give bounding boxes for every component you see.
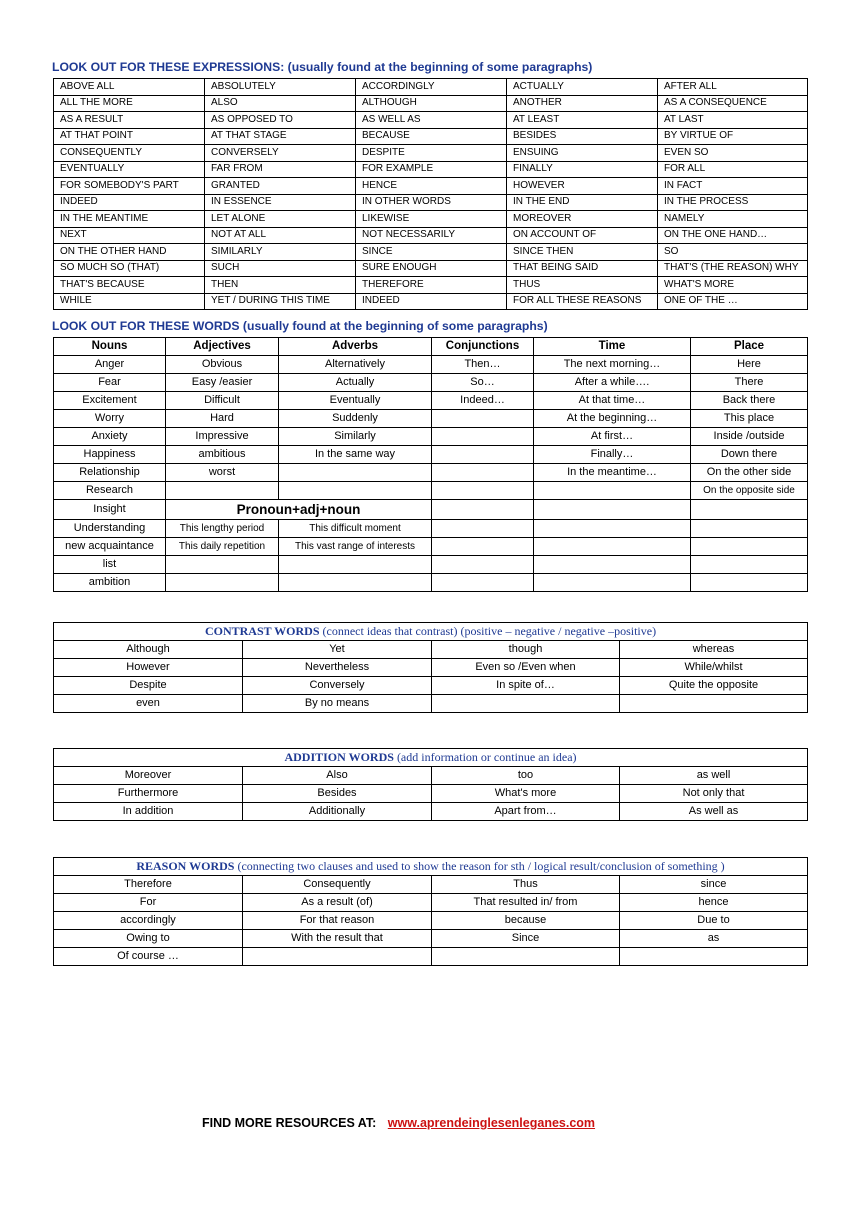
- addition-cell: Besides: [243, 785, 432, 803]
- column-header: Nouns: [54, 338, 166, 356]
- contrast-cell: Conversely: [243, 677, 432, 695]
- word-cell: Obvious: [166, 356, 279, 374]
- expression-cell: LIKEWISE: [356, 211, 507, 228]
- expression-cell: WHAT'S MORE: [658, 277, 808, 294]
- empty-cell: [534, 574, 691, 592]
- word-cell: Then…: [432, 356, 534, 374]
- table-row: [54, 677, 808, 695]
- example-cell: This daily repetition: [166, 538, 279, 556]
- expression-cell: NAMELY: [658, 211, 808, 228]
- expression-cell: CONSEQUENTLY: [54, 145, 205, 162]
- contrast-cell: Despite: [54, 677, 243, 695]
- addition-title: ADDITION WORDS (add information or continue an idea): [54, 749, 808, 767]
- expression-cell: AT THAT POINT: [54, 128, 205, 145]
- contrast-cell: even: [54, 695, 243, 713]
- empty-cell: [279, 574, 432, 592]
- word-cell: Difficult: [166, 392, 279, 410]
- contrast-cell: By no means: [243, 695, 432, 713]
- contrast-cell: Quite the opposite: [620, 677, 808, 695]
- expression-cell: THAT BEING SAID: [507, 260, 658, 277]
- expression-cell: AS A RESULT: [54, 112, 205, 129]
- word-cell: Anxiety: [54, 428, 166, 446]
- contrast-cell: In spite of…: [432, 677, 620, 695]
- expression-cell: AFTER ALL: [658, 79, 808, 96]
- word-cell: [166, 482, 279, 500]
- word-cell: On the opposite side: [691, 482, 808, 500]
- reason-cell: For: [54, 894, 243, 912]
- contrast-cell: though: [432, 641, 620, 659]
- empty-cell: [432, 556, 534, 574]
- expression-cell: SINCE THEN: [507, 244, 658, 261]
- table-row: [54, 392, 808, 410]
- word-cell: Relationship: [54, 464, 166, 482]
- word-cell: In the meantime…: [534, 464, 691, 482]
- word-cell: There: [691, 374, 808, 392]
- expression-cell: GRANTED: [205, 178, 356, 195]
- expression-cell: DESPITE: [356, 145, 507, 162]
- word-cell: Alternatively: [279, 356, 432, 374]
- expression-cell: HOWEVER: [507, 178, 658, 195]
- expression-cell: INDEED: [356, 293, 507, 310]
- column-header: Adverbs: [279, 338, 432, 356]
- table-row: [54, 912, 808, 930]
- table-row: [54, 194, 808, 211]
- reason-cell: hence: [620, 894, 808, 912]
- empty-cell: [279, 556, 432, 574]
- expression-cell: THEN: [205, 277, 356, 294]
- contrast-cell: Yet: [243, 641, 432, 659]
- word-cell: worst: [166, 464, 279, 482]
- word-cell: [432, 464, 534, 482]
- addition-cell: In addition: [54, 803, 243, 821]
- expression-cell: THAT'S BECAUSE: [54, 277, 205, 294]
- empty-cell: [166, 556, 279, 574]
- expression-cell: YET / DURING THIS TIME: [205, 293, 356, 310]
- example-cell: This lengthy period: [166, 520, 279, 538]
- expression-cell: FOR ALL THESE REASONS: [507, 293, 658, 310]
- reason-cell: Owing to: [54, 930, 243, 948]
- expression-cell: ON THE OTHER HAND: [54, 244, 205, 261]
- table-row: [54, 767, 808, 785]
- word-cell: Easy /easier: [166, 374, 279, 392]
- table-row: [54, 244, 808, 261]
- word-cell: In the same way: [279, 446, 432, 464]
- table-row: [54, 161, 808, 178]
- contrast-cell: whereas: [620, 641, 808, 659]
- expression-cell: IN OTHER WORDS: [356, 194, 507, 211]
- word-cell: Similarly: [279, 428, 432, 446]
- expression-cell: BY VIRTUE OF: [658, 128, 808, 145]
- reason-cell: With the result that: [243, 930, 432, 948]
- expression-cell: ANOTHER: [507, 95, 658, 112]
- word-cell: [432, 410, 534, 428]
- table-row: [54, 803, 808, 821]
- words-title: LOOK OUT FOR THESE WORDS (usually found at the beginning of some paragraphs): [52, 319, 548, 333]
- expression-cell: AT LEAST: [507, 112, 658, 129]
- table-row: [54, 785, 808, 803]
- expression-cell: IN THE PROCESS: [658, 194, 808, 211]
- word-cell: [432, 428, 534, 446]
- column-header: Time: [534, 338, 691, 356]
- reason-table: [53, 857, 808, 966]
- table-row: [54, 145, 808, 162]
- expressions-table: [53, 78, 808, 310]
- reason-cell: Of course …: [54, 948, 243, 966]
- contrast-title: CONTRAST WORDS (connect ideas that contrast) (positive – negative / negative –positive): [54, 623, 808, 641]
- addition-cell: Also: [243, 767, 432, 785]
- expression-cell: EVEN SO: [658, 145, 808, 162]
- footer: [202, 1116, 595, 1130]
- contrast-cell: Although: [54, 641, 243, 659]
- expression-cell: CONVERSELY: [205, 145, 356, 162]
- table-row: [54, 482, 808, 500]
- reason-cell: Due to: [620, 912, 808, 930]
- table-row: [54, 659, 808, 677]
- expression-cell: IN FACT: [658, 178, 808, 195]
- addition-cell: As well as: [620, 803, 808, 821]
- word-cell: Fear: [54, 374, 166, 392]
- word-cell: After a while….: [534, 374, 691, 392]
- word-cell: Hard: [166, 410, 279, 428]
- expression-cell: ABSOLUTELY: [205, 79, 356, 96]
- word-cell: On the other side: [691, 464, 808, 482]
- expression-cell: AS OPPOSED TO: [205, 112, 356, 129]
- empty-cell: [534, 520, 691, 538]
- expression-cell: MOREOVER: [507, 211, 658, 228]
- empty-cell: [534, 556, 691, 574]
- table-row: [54, 79, 808, 96]
- expression-cell: SUCH: [205, 260, 356, 277]
- table-row: [54, 428, 808, 446]
- reason-cell: accordingly: [54, 912, 243, 930]
- expression-cell: ONE OF THE …: [658, 293, 808, 310]
- expression-cell: NOT NECESSARILY: [356, 227, 507, 244]
- word-cell: Suddenly: [279, 410, 432, 428]
- table-row: [54, 948, 808, 966]
- expression-cell: ON ACCOUNT OF: [507, 227, 658, 244]
- expression-cell: ALTHOUGH: [356, 95, 507, 112]
- word-cell: [432, 446, 534, 464]
- table-row: [54, 277, 808, 294]
- expression-cell: BESIDES: [507, 128, 658, 145]
- addition-cell: as well: [620, 767, 808, 785]
- expression-cell: INDEED: [54, 194, 205, 211]
- column-header: Place: [691, 338, 808, 356]
- addition-cell: Moreover: [54, 767, 243, 785]
- table-row: [54, 293, 808, 310]
- contrast-cell: While/whilst: [620, 659, 808, 677]
- contrast-table: [53, 622, 808, 713]
- expression-cell: ACTUALLY: [507, 79, 658, 96]
- table-row: [54, 178, 808, 195]
- word-cell: [432, 482, 534, 500]
- reason-title: REASON WORDS (connecting two clauses and used to show the reason for sth / logical result/conclusion of something ): [54, 858, 808, 876]
- noun-cell: list: [54, 556, 166, 574]
- contrast-cell: [432, 695, 620, 713]
- reason-cell: since: [620, 876, 808, 894]
- expression-cell: FOR ALL: [658, 161, 808, 178]
- table-row: [54, 374, 808, 392]
- contrast-cell: Nevertheless: [243, 659, 432, 677]
- reason-cell: Since: [432, 930, 620, 948]
- word-cell: [279, 482, 432, 500]
- reason-cell: because: [432, 912, 620, 930]
- expression-cell: ON THE ONE HAND…: [658, 227, 808, 244]
- reason-cell: For that reason: [243, 912, 432, 930]
- contrast-cell: Even so /Even when: [432, 659, 620, 677]
- word-cell: At first…: [534, 428, 691, 446]
- reason-cell: [243, 948, 432, 966]
- empty-cell: [691, 500, 808, 520]
- expression-cell: AS A CONSEQUENCE: [658, 95, 808, 112]
- word-cell: [534, 482, 691, 500]
- word-cell: Actually: [279, 374, 432, 392]
- empty-cell: [534, 538, 691, 556]
- expression-cell: ENSUING: [507, 145, 658, 162]
- word-cell: So…: [432, 374, 534, 392]
- reason-cell: Thus: [432, 876, 620, 894]
- words-header-row: [54, 338, 808, 356]
- expression-cell: WHILE: [54, 293, 205, 310]
- expression-cell: ALL THE MORE: [54, 95, 205, 112]
- reason-cell: [432, 948, 620, 966]
- empty-cell: [432, 500, 534, 520]
- word-cell: Impressive: [166, 428, 279, 446]
- expression-cell: ABOVE ALL: [54, 79, 205, 96]
- expression-cell: SIMILARLY: [205, 244, 356, 261]
- expression-cell: NOT AT ALL: [205, 227, 356, 244]
- table-row: [54, 930, 808, 948]
- expression-cell: SINCE: [356, 244, 507, 261]
- reason-cell: That resulted in/ from: [432, 894, 620, 912]
- word-cell: Anger: [54, 356, 166, 374]
- word-cell: Inside /outside: [691, 428, 808, 446]
- noun-cell: new acquaintance: [54, 538, 166, 556]
- table-row: [54, 211, 808, 228]
- expression-cell: EVENTUALLY: [54, 161, 205, 178]
- empty-cell: [166, 574, 279, 592]
- expressions-title: LOOK OUT FOR THESE EXPRESSIONS: (usually found at the beginning of some paragraphs): [52, 60, 593, 74]
- expression-cell: IN ESSENCE: [205, 194, 356, 211]
- empty-cell: [432, 520, 534, 538]
- word-cell: Down there: [691, 446, 808, 464]
- expression-cell: SURE ENOUGH: [356, 260, 507, 277]
- expression-cell: FOR EXAMPLE: [356, 161, 507, 178]
- table-row: [54, 112, 808, 129]
- noun-cell: Insight: [54, 500, 166, 520]
- expression-cell: ALSO: [205, 95, 356, 112]
- empty-cell: [691, 520, 808, 538]
- table-row: [54, 641, 808, 659]
- word-cell: The next morning…: [534, 356, 691, 374]
- expression-cell: SO MUCH SO (THAT): [54, 260, 205, 277]
- addition-cell: Not only that: [620, 785, 808, 803]
- example-cell: This difficult moment: [279, 520, 432, 538]
- word-cell: This place: [691, 410, 808, 428]
- word-cell: At the beginning…: [534, 410, 691, 428]
- expression-cell: AT THAT STAGE: [205, 128, 356, 145]
- expression-cell: HENCE: [356, 178, 507, 195]
- table-row: [54, 227, 808, 244]
- addition-cell: Furthermore: [54, 785, 243, 803]
- word-cell: Indeed…: [432, 392, 534, 410]
- table-row: [54, 260, 808, 277]
- expression-cell: LET ALONE: [205, 211, 356, 228]
- word-cell: Back there: [691, 392, 808, 410]
- empty-cell: [534, 500, 691, 520]
- addition-cell: Apart from…: [432, 803, 620, 821]
- resource-link[interactable]: www.aprendeinglesenleganes.com: [387, 1116, 596, 1130]
- reason-cell: Consequently: [243, 876, 432, 894]
- expression-cell: FOR SOMEBODY'S PART: [54, 178, 205, 195]
- pronoun-heading: Pronoun+adj+noun: [166, 500, 432, 520]
- word-cell: Finally…: [534, 446, 691, 464]
- addition-cell: too: [432, 767, 620, 785]
- contrast-cell: [620, 695, 808, 713]
- column-header: Adjectives: [166, 338, 279, 356]
- table-row: [54, 695, 808, 713]
- expression-cell: FAR FROM: [205, 161, 356, 178]
- column-header: Conjunctions: [432, 338, 534, 356]
- empty-cell: [691, 538, 808, 556]
- word-cell: Happiness: [54, 446, 166, 464]
- contrast-cell: However: [54, 659, 243, 677]
- word-cell: Excitement: [54, 392, 166, 410]
- expression-cell: IN THE MEANTIME: [54, 211, 205, 228]
- expression-cell: THAT'S (THE REASON) WHY: [658, 260, 808, 277]
- empty-cell: [432, 538, 534, 556]
- empty-cell: [432, 574, 534, 592]
- expression-cell: BECAUSE: [356, 128, 507, 145]
- addition-cell: What's more: [432, 785, 620, 803]
- reason-cell: As a result (of): [243, 894, 432, 912]
- word-cell: Research: [54, 482, 166, 500]
- reason-cell: as: [620, 930, 808, 948]
- expression-cell: NEXT: [54, 227, 205, 244]
- table-row: [54, 95, 808, 112]
- table-row: [54, 894, 808, 912]
- expression-cell: ACCORDINGLY: [356, 79, 507, 96]
- empty-cell: [691, 574, 808, 592]
- expression-cell: FINALLY: [507, 161, 658, 178]
- words-table: [53, 337, 808, 592]
- table-row: [54, 410, 808, 428]
- noun-cell: Understanding: [54, 520, 166, 538]
- table-row: [54, 356, 808, 374]
- word-cell: Eventually: [279, 392, 432, 410]
- example-cell: This vast range of interests: [279, 538, 432, 556]
- addition-cell: Additionally: [243, 803, 432, 821]
- footer-label: FIND MORE RESOURCES AT:: [202, 1116, 377, 1130]
- word-cell: [279, 464, 432, 482]
- word-cell: Here: [691, 356, 808, 374]
- table-row: [54, 446, 808, 464]
- expression-cell: AT LAST: [658, 112, 808, 129]
- word-cell: Worry: [54, 410, 166, 428]
- expression-cell: SO: [658, 244, 808, 261]
- noun-cell: ambition: [54, 574, 166, 592]
- table-row: [54, 128, 808, 145]
- reason-cell: [620, 948, 808, 966]
- expression-cell: THUS: [507, 277, 658, 294]
- empty-cell: [691, 556, 808, 574]
- addition-table: [53, 748, 808, 821]
- word-cell: At that time…: [534, 392, 691, 410]
- expression-cell: THEREFORE: [356, 277, 507, 294]
- expression-cell: AS WELL AS: [356, 112, 507, 129]
- reason-cell: Therefore: [54, 876, 243, 894]
- word-cell: ambitious: [166, 446, 279, 464]
- expression-cell: IN THE END: [507, 194, 658, 211]
- table-row: [54, 876, 808, 894]
- table-row: [54, 464, 808, 482]
